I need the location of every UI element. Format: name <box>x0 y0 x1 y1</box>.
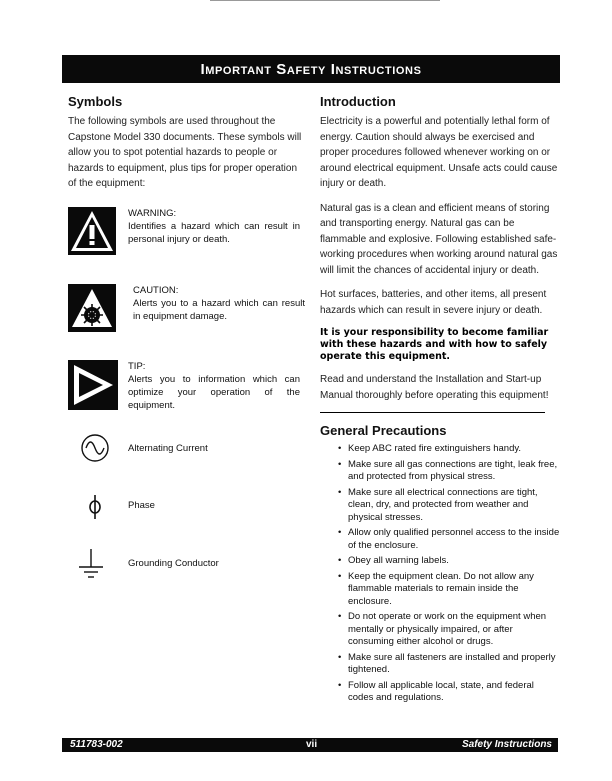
warning-icon <box>68 207 116 260</box>
page-title: Important Safety Instructions <box>200 60 422 78</box>
caution-icon <box>68 284 116 337</box>
tip-description: Alerts you to information which can optimize your operation of the equipment. <box>128 374 300 411</box>
symbols-heading: Symbols <box>68 94 123 109</box>
phase-label: Phase <box>128 500 155 511</box>
responsibility-statement: It is your responsibility to become familiar with these hazards and with how to safely operate this equipment. <box>320 327 549 362</box>
warning-label: WARNING: <box>128 208 177 219</box>
page-title-banner <box>62 55 560 83</box>
intro-paragraph-natural-gas: Natural gas is a clean and efficient means of storing and transporting energy. Natural gas can be flammable and explosive. Following established safe-working procedures when working around natural gas will limit the chances of accidental injury or death. <box>320 202 558 276</box>
footer-section-title: Safety Instructions <box>461 739 552 750</box>
read-manual-statement: Read and understand the Installation and Start-up Manual thoroughly before operating this equipment! <box>320 374 549 401</box>
grounding-conductor-label: Grounding Conductor <box>128 558 219 569</box>
list-item: • Follow all applicable local, state, and federal codes and regulations. <box>338 680 560 705</box>
symbols-section <box>68 94 303 201</box>
caution-description: Alerts you to a hazard which can result in equipment damage. <box>133 298 305 322</box>
alternating-current-icon <box>80 433 110 468</box>
phase-icon <box>85 491 105 526</box>
page-number: vii <box>306 739 318 750</box>
introduction-heading: Introduction <box>320 94 396 109</box>
grounding-conductor-icon <box>76 547 106 586</box>
alternating-current-label: Alternating Current <box>128 443 208 454</box>
list-item: • Keep the equipment clean. Do not allow any flammable materials to remain inside the enclosure. <box>338 571 560 609</box>
intro-paragraph-hot-surfaces: Hot surfaces, batteries, and other items, all present hazards which can result in severe injury or death. <box>320 289 547 316</box>
tip-label: TIP: <box>128 361 146 372</box>
list-item: • Make sure all electrical connections are tight, clean, dry, and protected from weather and physical stresses. <box>338 487 560 525</box>
list-item: • Keep ABC rated fire extinguishers handy. <box>338 443 560 456</box>
page-footer <box>62 738 558 752</box>
symbols-intro: The following symbols are used throughout the Capstone Model 330 documents. These symbols will allow you to spot potential hazards to people or hazards to equipment, plus tips for proper operation of the equipment: <box>68 116 302 189</box>
introduction-section <box>320 94 560 708</box>
intro-paragraph-electricity: Electricity is a powerful and potentially lethal form of energy. Caution should always be exercised and proper procedures followed whenever working on or around electrical equipment. Unsafe acts could cause injury or death. <box>320 116 558 189</box>
general-precautions-heading: General Precautions <box>320 423 447 438</box>
caution-label: CAUTION: <box>133 285 179 296</box>
list-item: • Do not operate or work on the equipment when mentally or physically impaired, or after consuming either alcohol or drugs. <box>338 611 560 649</box>
top-scan-line <box>210 0 440 1</box>
precautions-list <box>320 443 560 705</box>
list-item: • Allow only qualified personnel access to the inside of the enclosure. <box>338 527 560 552</box>
section-divider <box>320 412 545 413</box>
document-number: 511783-002 <box>70 739 123 750</box>
list-item: • Make sure all gas connections are tight, leak free, and protected from physical stress. <box>338 459 560 484</box>
tip-icon <box>68 360 118 415</box>
warning-description: Identifies a hazard which can result in personal injury or death. <box>128 221 300 245</box>
list-item: • Make sure all fasteners are installed and properly tightened. <box>338 652 560 677</box>
list-item: • Obey all warning labels. <box>338 555 560 568</box>
